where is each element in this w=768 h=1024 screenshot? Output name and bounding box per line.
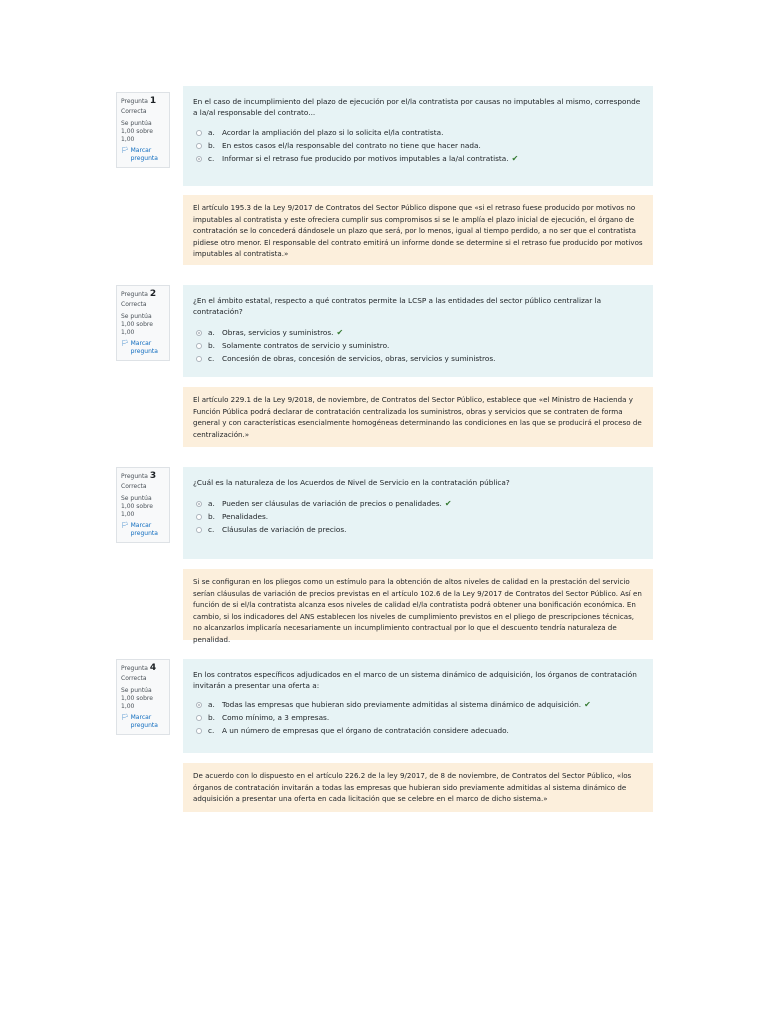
option-letter: b. — [208, 713, 215, 722]
check-icon: ✔ — [584, 700, 591, 709]
answer-option-b[interactable] — [193, 510, 643, 523]
flag-label: Marcar pregunta — [130, 714, 158, 729]
radio-button-checked[interactable] — [196, 330, 202, 336]
question-text: En el caso de incumplimiento del plazo de ejecución por el/la contratista por causas no imputables al mismo, corresponde a la/al responsable del contrato... — [193, 97, 641, 117]
question-label: Pregunta — [121, 291, 148, 298]
option-letter: c. — [208, 726, 215, 735]
answer-option-b[interactable] — [193, 711, 643, 724]
check-icon: ✔ — [511, 154, 519, 163]
question-info — [116, 659, 170, 735]
option-text: Solamente contratos de servicio y suministro. — [222, 341, 390, 350]
question-number — [121, 97, 165, 106]
option-text: En estos casos el/la responsable del contrato no tiene que hacer nada. — [222, 141, 481, 150]
flag-icon: 🏳 — [121, 340, 129, 347]
option-text: Concesión de obras, concesión de servicios, obras, servicios y suministros. — [222, 354, 496, 363]
option-text: Como mínimo, a 3 empresas. — [222, 713, 330, 722]
flag-label: Marcar pregunta — [130, 147, 158, 162]
radio-button[interactable] — [196, 514, 202, 520]
question-number-value: 3 — [149, 471, 157, 481]
answer-option-a[interactable] — [193, 497, 643, 510]
answer-option-b[interactable] — [193, 339, 643, 352]
question-grade: Se puntúa 1,00 sobre 1,00 — [121, 313, 153, 336]
question-state: Correcta — [121, 675, 147, 682]
question-text: En los contratos específicos adjudicados en el marco de un sistema dinámico de adquisición, los órganos de contratación invitarán a presentar una oferta a: — [193, 670, 637, 690]
radio-button[interactable] — [196, 715, 202, 721]
option-letter: a. — [208, 700, 215, 709]
radio-button-checked[interactable] — [196, 501, 202, 507]
flag-icon: 🏳 — [121, 714, 129, 721]
option-text: Acordar la ampliación del plazo si lo solicita el/la contratista. — [222, 128, 444, 137]
option-text: Obras, servicios y suministros. — [222, 328, 334, 337]
question-state: Correcta — [121, 108, 147, 115]
option-letter: c. — [208, 354, 215, 363]
question-number — [121, 290, 165, 299]
radio-button-checked[interactable] — [196, 156, 202, 162]
answer-option-c[interactable] — [193, 352, 643, 365]
question-number-value: 1 — [149, 96, 157, 106]
option-letter: b. — [208, 512, 215, 521]
radio-button[interactable] — [196, 356, 202, 362]
feedback-text: El artículo 195.3 de la Ley 9/2017 de Contratos del Sector Público dispone que «si el retraso fuese producido por motivos no imputables al contratista y este ofreciera cumplir sus compromisos si se le amplía el plazo inicial de ejecución, el órgano de contratación se lo concederá dándosele un plazo que será, por lo menos, igual al tiempo perdido, a no ser que el contratista pidiese otro menor. El responsable del contrato emitirá un informe donde se determine si el retraso fue producido por motivos imputables al contratista.» — [183, 195, 653, 265]
question-label: Pregunta — [121, 665, 148, 672]
question-label: Pregunta — [121, 473, 148, 480]
option-letter: c. — [208, 154, 215, 163]
flag-icon: 🏳 — [121, 522, 129, 529]
option-text: Todas las empresas que hubieran sido previamente admitidas al sistema dinámico de adquisición. — [222, 700, 582, 709]
radio-button[interactable] — [196, 130, 202, 136]
question-info — [116, 285, 170, 361]
question-content — [183, 86, 653, 186]
question-grade: Se puntúa 1,00 sobre 1,00 — [121, 120, 153, 143]
option-text: Cláusulas de variación de precios. — [222, 525, 347, 534]
check-icon: ✔ — [336, 328, 344, 337]
feedback-text: El artículo 229.1 de la Ley 9/2018, de noviembre, de Contratos del Sector Público, establece que «el Ministro de Hacienda y Función Pública podrá declarar de contratación centralizada los suministros, obras y servicios que se contraten de forma general y con características esencialmente homogéneas determinando las condiciones en las que se producirá el proceso de centralización.» — [183, 387, 653, 447]
option-letter: a. — [208, 128, 215, 137]
flag-question-link[interactable] — [121, 522, 165, 538]
question-number — [121, 664, 165, 673]
question-content — [183, 659, 653, 753]
option-text: A un número de empresas que el órgano de contratación considere adecuado. — [222, 726, 509, 735]
question-info — [116, 467, 170, 543]
option-letter: b. — [208, 341, 215, 350]
answer-option-b[interactable] — [193, 139, 643, 152]
answer-option-c[interactable] — [193, 523, 643, 536]
flag-question-link[interactable] — [121, 714, 165, 730]
question-label: Pregunta — [121, 98, 148, 105]
question-number-value: 4 — [149, 663, 157, 673]
option-text: Penalidades. — [222, 512, 269, 521]
answer-options — [193, 326, 643, 365]
question-state: Correcta — [121, 301, 147, 308]
answer-options — [193, 497, 643, 536]
question-grade: Se puntúa 1,00 sobre 1,00 — [121, 687, 153, 710]
question-grade: Se puntúa 1,00 sobre 1,00 — [121, 495, 153, 518]
question-number — [121, 472, 165, 481]
flag-question-link[interactable] — [121, 340, 165, 356]
option-text: Pueden ser cláusulas de variación de precios o penalidades. — [222, 499, 442, 508]
option-letter: a. — [208, 499, 215, 508]
answer-options — [193, 698, 643, 737]
option-letter: b. — [208, 141, 215, 150]
feedback-text: Si se configuran en los pliegos como un estímulo para la obtención de altos niveles de calidad en la prestación del servicio serían cláusulas de variación de precios previstas en el artículo 102.6 de la Ley 9/2017 de Contratos del Sector Público. Así en función de si el/la contratista alcanza esos niveles de calidad el/la contratista podrá obtener una bonificación económica. En cambio, si los indicadores del ANS establecen los niveles de cumplimiento previstos en el pliego de prescripciones técnicas, no alcanzarlos implicaría necesariamente un incumplimiento contractual por lo que el descuento tendría naturaleza de penalidad. — [183, 569, 653, 640]
flag-label: Marcar pregunta — [130, 522, 158, 537]
question-text: ¿Cuál es la naturaleza de los Acuerdos de Nivel de Servicio en la contratación pública? — [193, 478, 510, 487]
answer-options — [193, 126, 643, 165]
answer-option-a[interactable] — [193, 698, 643, 711]
option-letter: a. — [208, 328, 215, 337]
flag-question-link[interactable] — [121, 147, 165, 163]
question-info — [116, 92, 170, 168]
option-letter: c. — [208, 525, 215, 534]
question-number-value: 2 — [149, 289, 157, 299]
radio-button-checked[interactable] — [196, 702, 202, 708]
check-icon: ✔ — [444, 499, 452, 508]
flag-icon: 🏳 — [121, 147, 129, 154]
answer-option-c[interactable] — [193, 724, 643, 737]
radio-button[interactable] — [196, 527, 202, 533]
question-text: ¿En el ámbito estatal, respecto a qué contratos permite la LCSP a las entidades del sector público centralizar la contratación? — [193, 296, 602, 316]
radio-button[interactable] — [196, 143, 202, 149]
answer-option-c[interactable] — [193, 152, 643, 165]
feedback-text: De acuerdo con lo dispuesto en el artículo 226.2 de la ley 9/2017, de 8 de noviembre, de Contratos del Sector Público, «los órganos de contratación invitarán a todas las empresas que hubieran sido previamente admitidas al sistema dinámico de adquisición a presentar una oferta en cada licitación que se celebre en el marco de dicho sistema.» — [183, 763, 653, 812]
flag-label: Marcar pregunta — [130, 340, 158, 355]
answer-option-a[interactable] — [193, 326, 643, 339]
question-content — [183, 285, 653, 377]
question-state: Correcta — [121, 483, 147, 490]
question-content — [183, 467, 653, 559]
option-text: Informar si el retraso fue producido por motivos imputables a la/al contratista. — [222, 154, 509, 163]
answer-option-a[interactable] — [193, 126, 643, 139]
radio-button[interactable] — [196, 728, 202, 734]
radio-button[interactable] — [196, 343, 202, 349]
